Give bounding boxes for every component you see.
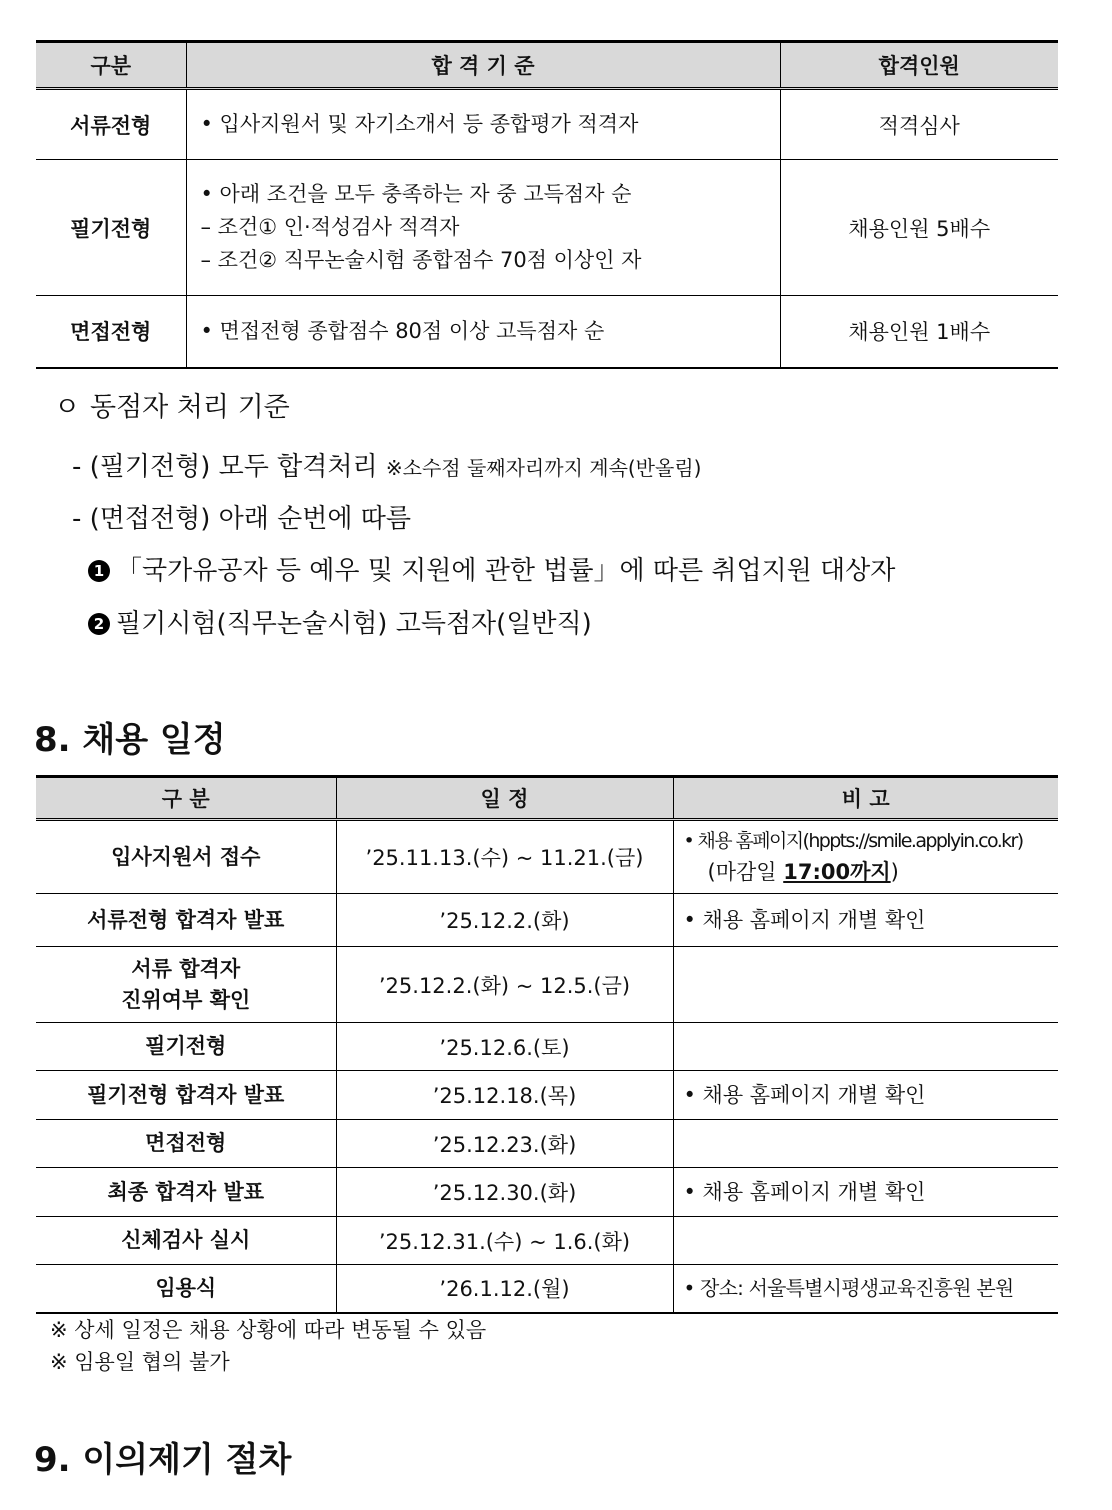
schedule-stage: 서류전형 합격자 발표	[36, 894, 336, 947]
tie-rule-item-1	[88, 550, 895, 587]
schedule-header-row	[36, 777, 1058, 820]
schedule-date: ’26.1.12.(월)	[336, 1265, 673, 1313]
schedule-header-stage: 구 분	[36, 777, 336, 820]
schedule-stage	[36, 947, 336, 1023]
schedule-date: ’25.12.30.(화)	[336, 1168, 673, 1217]
tie-rule-item-text: 「국가유공자 등 예우 및 지원에 관한 법률」에 따른 취업지원 대상자	[116, 556, 896, 586]
tie-rule-item-2	[88, 603, 592, 640]
criteria-header-count: 합격인원	[780, 42, 1058, 89]
criteria-header-row	[36, 42, 1058, 89]
deadline-time: 17:00까지	[783, 860, 891, 884]
schedule-remark: • 채용 홈페이지 개별 확인	[673, 1071, 1058, 1120]
schedule-date: ’25.12.6.(토)	[336, 1023, 673, 1071]
schedule-note-1: ※ 상세 일정은 채용 상황에 따라 변동될 수 있음	[50, 1318, 487, 1342]
venue-text: • 장소: 서울특별시평생교육진흥원 본원	[683, 1275, 1014, 1300]
criteria-stage: 면접전형	[36, 296, 186, 368]
criteria-line: • 아래 조건을 모두 충족하는 자 중 고득점자 순	[200, 182, 632, 206]
deadline-prefix: (마감일	[707, 860, 784, 884]
tie-heading-text: 동점자 처리 기준	[90, 392, 290, 423]
schedule-row	[36, 947, 1058, 1023]
schedule-stage-line: 진위여부 확인	[121, 987, 251, 1012]
schedule-row	[36, 1023, 1058, 1071]
section-9-title: 9. 이의제기 절차	[34, 1440, 292, 1480]
criteria-count: 적격심사	[780, 89, 1058, 160]
criteria-stage: 필기전형	[36, 160, 186, 296]
schedule-date: ’25.12.31.(수) ~ 1.6.(화)	[336, 1217, 673, 1265]
schedule-row	[36, 1217, 1058, 1265]
criteria-stage: 서류전형	[70, 113, 152, 138]
schedule-remark	[673, 947, 1058, 1023]
schedule-row	[36, 894, 1058, 947]
criteria-row-interview	[36, 296, 1058, 368]
schedule-remark: • 채용 홈페이지 개별 확인	[673, 894, 1058, 947]
schedule-stage: 입사지원서 접수	[111, 844, 261, 869]
criteria-count: 채용인원 1배수	[780, 296, 1058, 368]
schedule-row	[36, 820, 1058, 894]
schedule-remark	[673, 1023, 1058, 1071]
schedule-row	[36, 1071, 1058, 1120]
deadline-suffix: )	[890, 860, 899, 884]
criteria-row-document	[36, 89, 1058, 160]
heading-bullet: ㅇ	[54, 392, 81, 423]
schedule-date: ’25.12.23.(화)	[336, 1120, 673, 1168]
tie-rule-interview: - (면접전형) 아래 순번에 따름	[72, 504, 412, 534]
schedule-remark	[673, 1265, 1058, 1313]
tie-rule-written	[72, 446, 701, 483]
schedule-note-2: ※ 임용일 협의 불가	[50, 1350, 230, 1374]
tie-rule-written-note: ※소수점 둘째자리까지 계속(반올림)	[385, 456, 702, 480]
schedule-remark	[673, 1120, 1058, 1168]
criteria-row-written	[36, 160, 1058, 296]
schedule-table	[36, 775, 1058, 1314]
homepage-link[interactable]: • 채용 홈페이지(hppts://smile.applyin.co.kr)	[683, 830, 1023, 852]
schedule-stage: 필기전형	[36, 1023, 336, 1071]
section-8-title: 8. 채용 일정	[34, 720, 226, 760]
criteria-desc	[186, 296, 780, 368]
criteria-line: • 면접전형 종합점수 80점 이상 고득점자 순	[200, 318, 605, 343]
deadline-note	[684, 857, 1059, 888]
schedule-remark: • 채용 홈페이지 개별 확인	[673, 1168, 1058, 1217]
schedule-stage: 임용식	[36, 1265, 336, 1313]
schedule-header-date: 일 정	[336, 777, 673, 820]
criteria-desc	[186, 160, 780, 296]
criteria-table	[36, 40, 1058, 369]
schedule-stage-line: 서류 합격자	[131, 956, 241, 981]
tie-rule-item-text: 필기시험(직무논술시험) 고득점자(일반직)	[116, 609, 592, 639]
schedule-row	[36, 1265, 1058, 1313]
schedule-remark	[673, 820, 1058, 894]
criteria-header-standard: 합 격 기 준	[186, 42, 780, 89]
schedule-stage: 필기전형 합격자 발표	[36, 1071, 336, 1120]
tie-rules-heading	[54, 388, 290, 428]
criteria-line: – 조건② 직무논술시험 종합점수 70점 이상인 자	[200, 248, 642, 272]
schedule-date: ’25.11.13.(수) ~ 11.21.(금)	[336, 820, 673, 894]
criteria-desc	[186, 89, 780, 160]
criteria-line: • 입사지원서 및 자기소개서 등 종합평가 적격자	[200, 112, 639, 136]
number-1-icon: 1	[88, 560, 110, 582]
schedule-stage: 최종 합격자 발표	[36, 1168, 336, 1217]
schedule-date: ’25.12.2.(화)	[336, 894, 673, 947]
criteria-header-stage: 구분	[36, 42, 186, 89]
schedule-row	[36, 1168, 1058, 1217]
number-2-icon: 2	[88, 613, 110, 635]
schedule-row	[36, 1120, 1058, 1168]
criteria-count: 채용인원 5배수	[780, 160, 1058, 296]
criteria-line: – 조건① 인·적성검사 적격자	[200, 215, 460, 239]
tie-rule-written-text: - (필기전형) 모두 합격처리	[72, 452, 378, 482]
schedule-stage: 면접전형	[36, 1120, 336, 1168]
schedule-date: ’25.12.18.(목)	[336, 1071, 673, 1120]
schedule-header-remark: 비 고	[673, 777, 1058, 820]
schedule-stage: 신체검사 실시	[36, 1217, 336, 1265]
schedule-remark	[673, 1217, 1058, 1265]
schedule-date: ’25.12.2.(화) ~ 12.5.(금)	[336, 947, 673, 1023]
